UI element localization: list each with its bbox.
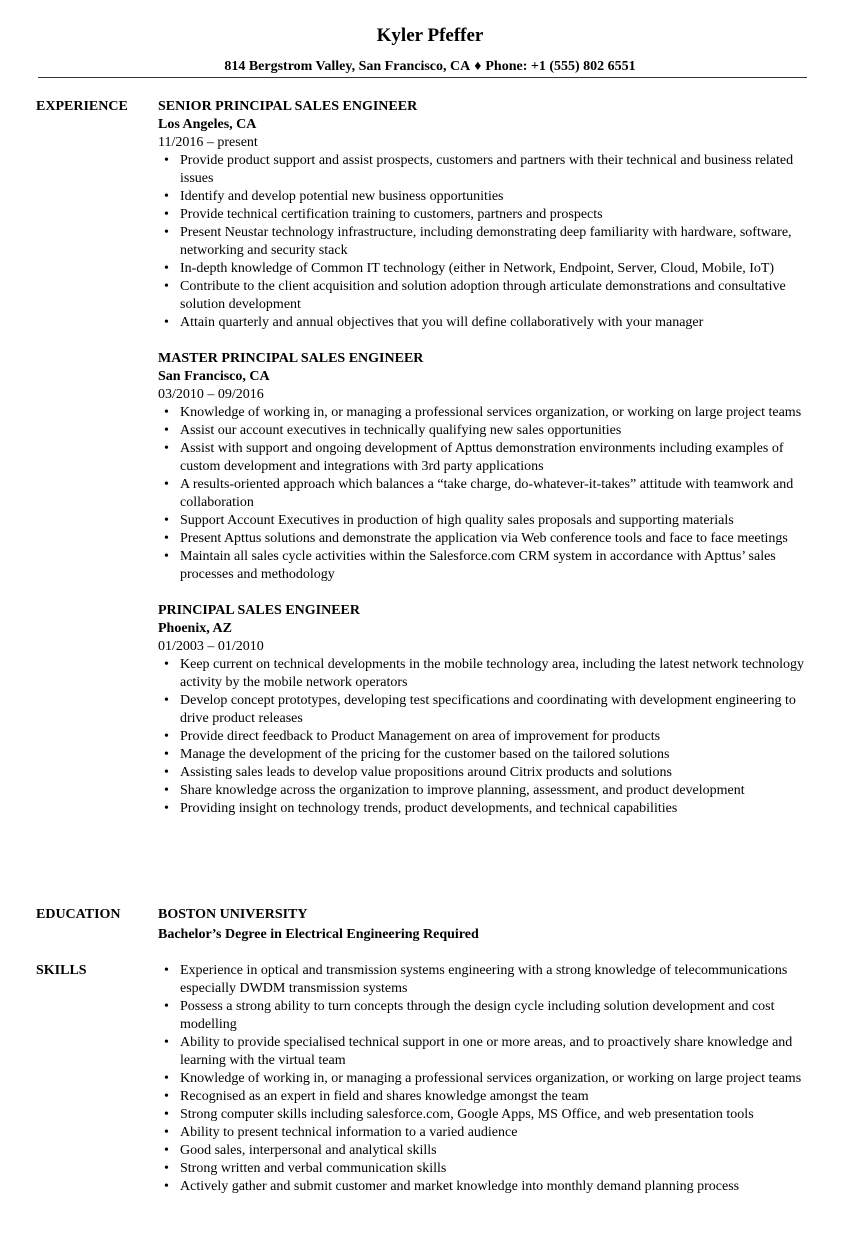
job-dates: 11/2016 – present [158,135,258,150]
job-title: PRINCIPAL SALES ENGINEER [158,603,361,618]
job-entry [158,602,818,818]
bullet-item: • Maintain all sales cycle activities within the Salesforce.com CRM system in accordance with Apttus’ sales processes and methodology [158,548,818,584]
bullet-item: • Keep current on technical developments in the mobile technology area, including the latest network technology activity by the mobile network operators [158,656,818,692]
bullet-item: • Present Neustar technology infrastructure, including demonstrating deep familiarity with hardware, software, networking and security stack [158,224,818,260]
school-name: BOSTON UNIVERSITY [158,907,308,922]
bullet-item: • In-depth knowledge of Common IT technology (either in Network, Endpoint, Server, Cloud, Mobile, IoT) [158,260,818,278]
bullet-item: • Manage the development of the pricing for the customer based on the tailored solutions [158,746,818,764]
contact-line [0,58,860,76]
bullet-item: • Share knowledge across the organization to improve planning, assessment, and product development [158,782,818,800]
experience-list [158,98,818,836]
bullet-item: • Provide direct feedback to Product Management on area of improvement for products [158,728,818,746]
skill-item: • Recognised as an expert in field and shares knowledge amongst the team [158,1088,818,1106]
candidate-name: Kyler Pfeffer [376,25,484,46]
bullet-item: • Assist with support and ongoing development of Apttus demonstration environments including examples of custom development and integrations with 3rd party applications [158,440,818,476]
bullet-item: • Knowledge of working in, or managing a professional services organization, or working on large project teams [158,404,818,422]
skills-list [158,962,818,1196]
skills-bullets [158,962,818,1196]
job-dates: 03/2010 – 09/2016 [158,387,264,402]
bullet-item: • Attain quarterly and annual objectives that you will define collaboratively with your manager [158,314,818,332]
job-bullets [158,656,818,818]
skill-item: • Knowledge of working in, or managing a professional services organization, or working on large project teams [158,1070,818,1088]
skill-item: • Good sales, interpersonal and analytical skills [158,1142,818,1160]
job-location: Los Angeles, CA [158,117,257,132]
job-title: SENIOR PRINCIPAL SALES ENGINEER [158,99,418,114]
bullet-item: • Assist our account executives in technically qualifying new sales opportunities [158,422,818,440]
phone: Phone: +1 (555) 802 6551 [485,59,636,74]
job-location: Phoenix, AZ [158,621,232,636]
job-title: MASTER PRINCIPAL SALES ENGINEER [158,351,424,366]
job-entry [158,98,818,332]
bullet-item: • Identify and develop potential new business opportunities [158,188,818,206]
skill-item: • Experience in optical and transmission systems engineering with a strong knowledge of telecommunications especially DWDM transmission systems [158,962,818,998]
bullet-item: • Provide product support and assist prospects, customers and partners with their technical and business related issues [158,152,818,188]
bullet-item: • Contribute to the client acquisition and solution adoption through articulate demonstrations and consultative solution development [158,278,818,314]
job-dates: 01/2003 – 01/2010 [158,639,264,654]
skill-item: • Actively gather and submit customer and market knowledge into monthly demand planning process [158,1178,818,1196]
address: 814 Bergstrom Valley, San Francisco, CA [224,59,471,74]
resume-header [0,24,860,76]
section-label-education: EDUCATION [36,907,121,922]
bullet-item: • A results-oriented approach which balances a “take charge, do-whatever-it-takes” attitude with teamwork and collaboration [158,476,818,512]
skill-item: • Strong computer skills including salesforce.com, Google Apps, MS Office, and web presentation tools [158,1106,818,1124]
job-bullets [158,404,818,584]
bullet-item: • Develop concept prototypes, developing test specifications and coordinating with development engineering to drive product releases [158,692,818,728]
job-bullets [158,152,818,332]
skill-item: • Ability to present technical information to a varied audience [158,1124,818,1142]
education-details [158,906,818,944]
skill-item: • Strong written and verbal communication skills [158,1160,818,1178]
section-label-skills: SKILLS [36,963,87,978]
job-entry [158,350,818,584]
bullet-item: • Provide technical certification training to customers, partners and prospects [158,206,818,224]
bullet-item: • Support Account Executives in production of high quality sales proposals and supporting materials [158,512,818,530]
degree: Bachelor’s Degree in Electrical Engineering Required [158,927,479,942]
bullet-item: • Assisting sales leads to develop value propositions around Citrix products and solutions [158,764,818,782]
skill-item: • Possess a strong ability to turn concepts through the design cycle including solution development and cost modelling [158,998,818,1034]
bullet-item: • Providing insight on technology trends, product developments, and technical capabilities [158,800,818,818]
header-divider [38,77,807,78]
section-label-experience: EXPERIENCE [36,99,128,114]
diamond-separator-icon: ♦ [474,59,482,74]
skill-item: • Ability to provide specialised technical support in one or more areas, and to proactively share knowledge and learning with the virtual team [158,1034,818,1070]
job-location: San Francisco, CA [158,369,270,384]
bullet-item: • Present Apttus solutions and demonstrate the application via Web conference tools and face to face meetings [158,530,818,548]
